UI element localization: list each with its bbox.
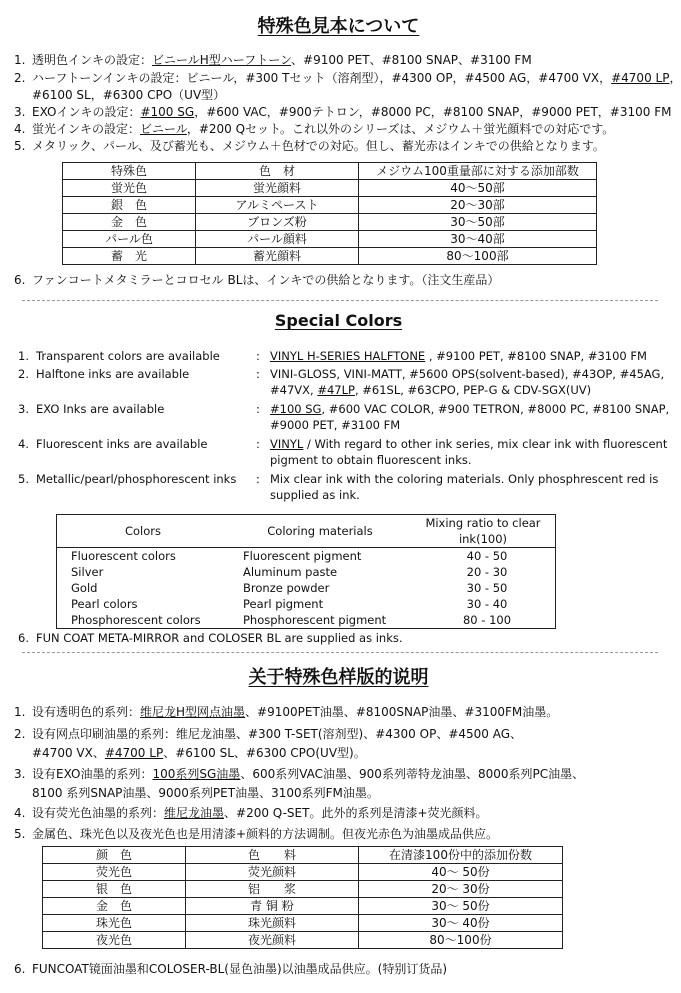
en-note: 6. FUN COAT META-MIRROR and COLOSER BL are supplied as inks. bbox=[18, 631, 403, 645]
en-item-2-cont: #47VX, #47LP, #61SL, #63CPO, PEP-G & CDV-SGX(UV) bbox=[270, 383, 592, 397]
table-row bbox=[43, 898, 563, 915]
table-cell: 30 - 40 bbox=[466, 597, 508, 611]
table-cell: 30〜 50份 bbox=[359, 898, 563, 915]
table-cell: 银 色 bbox=[43, 881, 186, 898]
cn-item-3: 3. 设有EXO油墨的系列：100系列SG油墨、600系列VAC油墨、900系列蒂特龙油墨、8000系列PC油墨、 bbox=[14, 767, 585, 781]
cn-note: 6. FUNCOAT镜面油墨和COLOSER-BL(显色油墨)以油墨成品供应。(特别订货品) bbox=[14, 962, 448, 976]
table-row bbox=[57, 580, 556, 596]
en-item-5: 5. Metallic/pearl/phosphorescent inks : Mix clear ink with the coloring materials. Only phosphrescent red is bbox=[18, 472, 659, 486]
table-cell: アルミペースト bbox=[196, 197, 359, 214]
en-item-2: 2. Halftone inks are available : VINI-GLOSS, VINI-MATT, #5600 OPS(solvent-based), #43OP, #45AG, bbox=[18, 367, 665, 381]
table-cell: 銀 色 bbox=[63, 197, 196, 214]
table-cell: Pearl colors bbox=[71, 597, 138, 611]
jp-item-1: 1. 透明色インキの設定：ビニールH型ハーフトーン、#9100 PET、#8100 SNAP、#3100 FM bbox=[14, 53, 532, 67]
table-header: 特殊色 bbox=[63, 163, 196, 180]
table-row bbox=[63, 197, 597, 214]
jp-title: 特殊色見本について bbox=[257, 16, 420, 37]
table-cell: 金 色 bbox=[43, 898, 186, 915]
table-row bbox=[57, 548, 556, 565]
en-item-1: 1. Transparent colors are available : VINYL H-SERIES HALFTONE , #9100 PET, #8100 SNAP, #3100 FM bbox=[18, 349, 647, 363]
table-cell: ブロンズ粉 bbox=[196, 214, 359, 231]
table-row bbox=[63, 214, 597, 231]
table-row bbox=[43, 915, 563, 932]
table-cell: Fluorescent colors bbox=[71, 549, 176, 563]
table-cell: 青 铜 粉 bbox=[186, 898, 359, 915]
table-cell: 珠光颜料 bbox=[186, 915, 359, 932]
table-header-row bbox=[57, 515, 556, 548]
table-row bbox=[43, 881, 563, 898]
table-row bbox=[63, 180, 597, 197]
jp-table bbox=[62, 162, 597, 265]
table-cell: 荧光颜料 bbox=[186, 864, 359, 881]
en-item-3: 3. EXO Inks are available : #100 SG, #600 VAC COLOR, #900 TETRON, #8000 PC, #8100 SNAP, bbox=[18, 402, 670, 416]
table-cell: 蓄光顔料 bbox=[196, 248, 359, 265]
table-row bbox=[43, 932, 563, 949]
table-header-row bbox=[63, 163, 597, 180]
table-cell: 80〜100部 bbox=[359, 248, 597, 265]
en-title: Special Colors bbox=[274, 311, 403, 330]
table-cell: 80 - 100 bbox=[462, 613, 512, 627]
table-cell: 夜光色 bbox=[43, 932, 186, 949]
table-cell: Fluorescent pigment bbox=[243, 549, 362, 563]
table-cell: Phosphorescent pigment bbox=[243, 613, 387, 627]
table-cell: Aluminum paste bbox=[243, 565, 338, 579]
table-header: 在清漆100份中的添加份数 bbox=[359, 847, 563, 864]
table-cell: 30 - 50 bbox=[466, 581, 508, 595]
table-cell: 夜光颜料 bbox=[186, 932, 359, 949]
table-header-row bbox=[43, 847, 563, 864]
table-cell: 蓄 光 bbox=[63, 248, 196, 265]
cn-table bbox=[42, 846, 563, 949]
table-header: Coloring materials bbox=[229, 515, 411, 548]
cn-title: 关于特殊色样版的说明 bbox=[248, 667, 429, 688]
en-item-4-cont: pigment to obtain fluorescent inks. bbox=[270, 453, 472, 467]
table-cell: 20 - 30 bbox=[466, 565, 508, 579]
table-cell: 30〜50部 bbox=[359, 214, 597, 231]
table-row bbox=[63, 231, 597, 248]
table-header: 色 料 bbox=[186, 847, 359, 864]
table-cell: Bronze powder bbox=[243, 581, 330, 595]
table-row bbox=[57, 596, 556, 612]
table-header: Mixing ratio to clear ink(100) bbox=[411, 515, 556, 548]
jp-item-4: 4. 蛍光インキの設定：ビニール，#200 Qセット。これ以外のシリーズは、メジウム＋蛍光顔料での対応です。 bbox=[14, 122, 615, 136]
table-cell: パール色 bbox=[63, 231, 196, 248]
cn-item-3-cont: 8100 系列SNAP油墨、9000系列PET油墨、3100系列FM油墨。 bbox=[32, 786, 379, 800]
cn-item-4: 4. 设有荧光色油墨的系列：维尼龙油墨、#200 Q-SET。此外的系列是清漆+荧光颜料。 bbox=[14, 806, 488, 820]
table-cell: 蛍光色 bbox=[63, 180, 196, 197]
table-cell: 30〜 40份 bbox=[359, 915, 563, 932]
section-divider bbox=[22, 300, 658, 301]
cn-item-2-cont: #4700 VX、#4700 LP、#6100 SL、#6300 CPO(UV型)。 bbox=[32, 746, 366, 760]
en-item-3-cont: #9000 PET, #3100 FM bbox=[270, 418, 401, 432]
table-row bbox=[43, 864, 563, 881]
cn-item-5: 5. 金属色、珠光色以及夜光色也是用清漆+颜料的方法调制。但夜光赤色为油墨成品供应。 bbox=[14, 827, 499, 841]
table-cell: 20〜 30份 bbox=[359, 881, 563, 898]
table-cell: Pearl pigment bbox=[243, 597, 324, 611]
table-cell: 20〜30部 bbox=[359, 197, 597, 214]
table-cell: 40〜50部 bbox=[359, 180, 597, 197]
table-cell: 荧光色 bbox=[43, 864, 186, 881]
en-table bbox=[56, 514, 556, 629]
table-cell: Silver bbox=[71, 565, 104, 579]
table-row bbox=[63, 248, 597, 265]
jp-item-2-cont: #6100 SL，#6300 CPO（UV型） bbox=[32, 88, 226, 102]
table-cell: 金 色 bbox=[63, 214, 196, 231]
table-cell: 蛍光顔料 bbox=[196, 180, 359, 197]
jp-item-5: 5. メタリック、パール、及び蓄光も、メジウム＋色材での対応。但し、蓄光赤はインキでの供給となります。 bbox=[14, 139, 605, 153]
table-row bbox=[57, 612, 556, 629]
table-cell: Gold bbox=[71, 581, 98, 595]
cn-item-2: 2. 设有网点印刷油墨的系列：维尼龙油墨、#300 T-SET(溶剂型)、#4300 OP、#4500 AG、 bbox=[14, 727, 523, 741]
jp-item-2: 2. ハーフトーンインキの設定：ビニール，#300 Tセット（溶剤型），#4300 OP，#4500 AG，#4700 VX，#4700 LP， bbox=[14, 71, 681, 85]
jp-note: 6. ファンコートメタミラーとコロセル BLは、インキでの供給となります。（注文生産品） bbox=[14, 273, 500, 287]
table-cell: 40〜 50份 bbox=[359, 864, 563, 881]
table-header: 颜 色 bbox=[43, 847, 186, 864]
table-cell: パール顔料 bbox=[196, 231, 359, 248]
table-cell: 珠光色 bbox=[43, 915, 186, 932]
table-header: 色 材 bbox=[196, 163, 359, 180]
cn-item-1: 1. 设有透明色的系列：维尼龙H型网点油墨、#9100PET油墨、#8100SNAP油墨、#3100FM油墨。 bbox=[14, 705, 559, 719]
table-cell: 30〜40部 bbox=[359, 231, 597, 248]
section-divider bbox=[22, 652, 658, 653]
table-cell: 80〜100份 bbox=[359, 932, 563, 949]
table-cell: 铝 浆 bbox=[186, 881, 359, 898]
jp-item-3: 3. EXOインキの設定：#100 SG，#600 VAC，#900テトロン，#8000 PC，#8100 SNAP，#9000 PET，#3100 FM bbox=[14, 105, 672, 119]
table-header: メジウム100重量部に対する添加部数 bbox=[359, 163, 597, 180]
en-item-5-cont: supplied as ink. bbox=[270, 488, 360, 502]
en-item-4: 4. Fluorescent inks are available : VINYL / With regard to other ink series, mix clear ink with fluorescent bbox=[18, 437, 668, 451]
table-header: Colors bbox=[57, 515, 230, 548]
table-cell: Phosphorescent colors bbox=[71, 613, 201, 627]
table-cell: 40 - 50 bbox=[466, 549, 508, 563]
table-row bbox=[57, 564, 556, 580]
